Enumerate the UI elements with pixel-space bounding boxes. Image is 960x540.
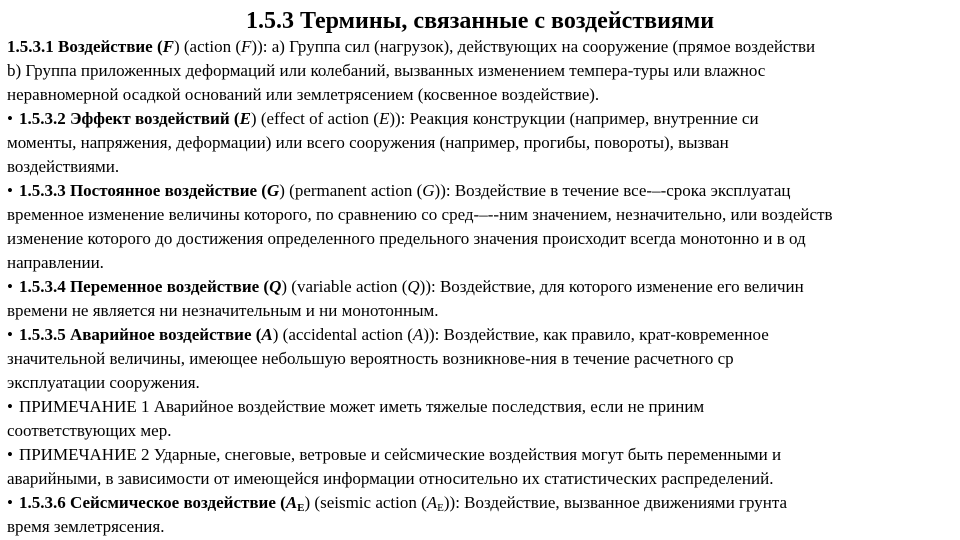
text-line: [7, 35, 960, 59]
bullet-marker: •: [7, 493, 13, 512]
body-text: направлении.: [7, 253, 104, 272]
body-text: )): Воздействие, как правило, крат-ковременное: [423, 325, 769, 344]
body-text: ) (variable action (: [281, 277, 408, 296]
body-text: эксплуатации сооружения.: [7, 373, 200, 392]
text-line: [7, 515, 960, 539]
term-heading-text: 1.5.3.1 Воздействие (: [7, 37, 163, 56]
text-line: [7, 59, 960, 83]
bullet-marker: •: [7, 325, 13, 344]
body-text: воздействиями.: [7, 157, 120, 176]
term-heading-text: 1.5.3.5 Аварийное воздействие (: [18, 325, 262, 344]
body-text: E: [437, 502, 444, 514]
body-text: )): Воздействие, для которого изменение его величин: [419, 277, 804, 296]
term-heading-text: 1.5.3.6 Сейсмическое воздействие (: [18, 493, 286, 512]
text-line: [7, 395, 960, 419]
bullet-marker: •: [7, 445, 13, 464]
body-text: G: [422, 181, 435, 200]
bullet-marker: •: [7, 397, 13, 416]
body-text: аварийными, в зависимости от имеющейся информации относительно их статистических распределений.: [7, 469, 774, 488]
body-text: )): Воздействие в течение все-–-срока эксплуатац: [434, 181, 791, 200]
body-text: ) (action (: [173, 37, 242, 56]
body-text: A: [426, 493, 438, 512]
body-text: значительной величины, имеющее небольшую вероятность возникнове-ния в течение расчетного ср: [7, 349, 734, 368]
bullet-marker: •: [7, 181, 13, 200]
body-text: изменение которого до достижения определенного предельного значения происходит всегда монотонно и в од: [7, 229, 806, 248]
body-text: времени не является ни незначительным и ни монотонным.: [7, 301, 439, 320]
body-text: неравномерной осадкой оснований или землетрясением (косвенное воздействие).: [7, 85, 600, 104]
body-text: ) (effect of action (: [250, 109, 379, 128]
body-text: время землетрясения.: [7, 517, 165, 536]
text-line: [7, 131, 960, 155]
term-heading-text: 1.5.3.3 Постоянное воздействие (: [18, 181, 267, 200]
body-text: )): Воздействие, вызванное движениями грунта: [443, 493, 788, 512]
text-line: [7, 203, 960, 227]
term-heading-text: G: [266, 181, 280, 200]
text-line: [7, 323, 960, 347]
body-text: соответствующих мер.: [7, 421, 172, 440]
body-text: временное изменение величины которого, по сравнению со сред-–--ним значением, незначительно, или воздейств: [7, 205, 833, 224]
body-text: моменты, напряжения, деформации) или всего сооружения (например, прогибы, повороты), вызван: [7, 133, 729, 152]
term-heading-text: 1.5.3.2 Эффект воздействий (: [18, 109, 240, 128]
text-line: [7, 107, 960, 131]
text-line: [7, 371, 960, 395]
body-text: ) (accidental action (: [272, 325, 413, 344]
body-text: E: [378, 109, 390, 128]
body-text: )): Реакция конструкции (например, внутренние си: [389, 109, 759, 128]
text-line: [7, 179, 960, 203]
text-line: [7, 443, 960, 467]
text-line: [7, 299, 960, 323]
text-line: [7, 227, 960, 251]
text-line: [7, 491, 960, 515]
body-text: ) (seismic action (: [304, 493, 427, 512]
body-text: ПРИМЕЧАНИЕ 2 Ударные, снеговые, ветровые и сейсмические воздействия могут быть переменными и: [18, 445, 782, 464]
term-heading-text: E: [297, 502, 305, 514]
body-text: ПРИМЕЧАНИЕ 1 Аварийное воздействие может иметь тяжелые последствия, если не приним: [18, 397, 705, 416]
term-heading-text: 1.5.3.4 Переменное воздействие (: [18, 277, 270, 296]
term-heading-text: Q: [269, 277, 282, 296]
term-heading-text: E: [239, 109, 251, 128]
text-line: [7, 347, 960, 371]
term-heading-text: F: [162, 37, 174, 56]
bullet-marker: •: [7, 109, 13, 128]
text-line: [7, 419, 960, 443]
text-line: [7, 155, 960, 179]
page-title: 1.5.3 Термины, связанные с воздействиями: [245, 8, 715, 34]
body-text: )): а) Группа сил (нагрузок), действующих на сооружение (прямое воздействи: [251, 37, 816, 56]
body-text: Q: [407, 277, 420, 296]
text-line: [7, 251, 960, 275]
text-line: [7, 83, 960, 107]
body-text: ) (permanent action (: [279, 181, 423, 200]
body-text: A: [412, 325, 424, 344]
term-heading-text: A: [285, 493, 298, 512]
body-text: F: [241, 37, 252, 56]
text-line: [7, 275, 960, 299]
body-text: b) Группа приложенных деформаций или колебаний, вызванных изменением темпера-туры или влажнос: [7, 61, 766, 80]
term-heading-text: A: [261, 325, 273, 344]
text-line: [7, 467, 960, 491]
bullet-marker: •: [7, 277, 13, 296]
document-body: [7, 35, 960, 539]
